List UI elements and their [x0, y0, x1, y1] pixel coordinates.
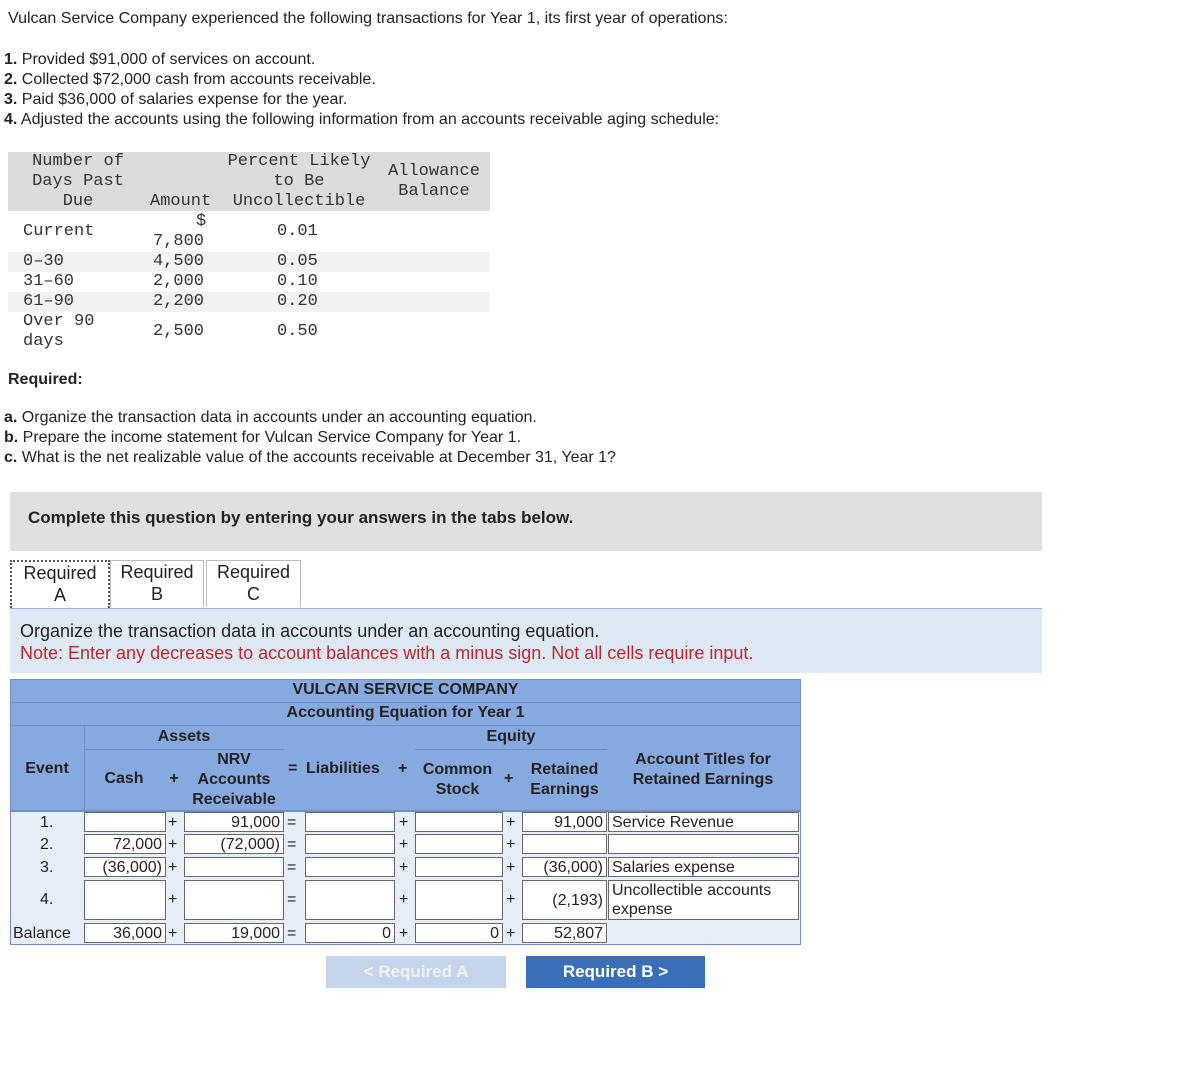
aging-row-label: 0–30	[23, 252, 64, 271]
prev-required-a-button[interactable]	[326, 956, 506, 988]
tab-label: A	[53, 585, 66, 605]
assets-header: Assets	[157, 728, 211, 745]
required-heading: Required:	[8, 371, 83, 388]
list-item: 3. Paid $36,000 of salaries expense for the year.	[4, 91, 348, 108]
equals-sign: =	[287, 925, 297, 942]
plus-sign: +	[168, 925, 178, 942]
table-company: VULCAN SERVICE COMPANY	[292, 681, 519, 698]
plus-sign: +	[399, 925, 409, 942]
plus-sign: +	[399, 891, 409, 908]
plus-sign: +	[168, 891, 178, 908]
common-stock-input[interactable]	[415, 812, 503, 832]
aging-row-pct: 0.50	[277, 322, 318, 341]
instruction-panel	[10, 608, 1042, 673]
common-stock-input[interactable]	[415, 834, 503, 854]
cash-input[interactable]: (36,000)	[84, 857, 166, 877]
common-stock-header: Common Stock	[422, 761, 493, 798]
common-stock-input[interactable]	[415, 857, 503, 877]
nrv-header: NRV Accounts Receivable	[192, 751, 276, 808]
aging-row-label: Current	[23, 222, 95, 241]
aging-days-header: Number of Days Past Due	[32, 152, 124, 211]
retained-earnings-input[interactable]: 91,000	[522, 812, 607, 832]
aging-row-amount: 2,500	[153, 322, 205, 341]
aging-percent-header: Percent Likely to Be Uncollectible	[227, 152, 371, 211]
aging-row-label: 31–60	[23, 272, 75, 291]
equals-sign: =	[287, 859, 297, 876]
nrv-input[interactable]	[184, 857, 284, 877]
retained-earnings-input[interactable]: (2,193)	[522, 880, 607, 920]
aging-amount-header: Amount	[150, 192, 212, 211]
aging-row-pct: 0.05	[277, 252, 318, 271]
liabilities-balance: 0	[305, 923, 395, 943]
retained-earnings-input[interactable]: (36,000)	[522, 857, 607, 877]
common-stock-balance: 0	[415, 923, 503, 943]
liabilities-input[interactable]	[305, 857, 395, 877]
plus-sign: +	[399, 859, 409, 876]
plus-sign: +	[168, 814, 178, 831]
required-list	[4, 408, 616, 468]
list-item: b. Prepare the income statement for Vulcan Service Company for Year 1.	[4, 429, 522, 446]
nrv-input[interactable]: (72,000)	[184, 834, 284, 854]
event-header: Event	[25, 760, 69, 777]
cash-header: Cash	[104, 770, 144, 787]
retained-earnings-header: Retained Earnings	[530, 761, 599, 798]
account-title-select[interactable]: Uncollectible accounts expense	[608, 880, 799, 920]
equals-sign: =	[287, 891, 297, 908]
aging-row-amount: 2,000	[153, 272, 205, 291]
button-label: Required A	[378, 962, 469, 981]
cash-balance: 36,000	[84, 923, 166, 943]
event-label: 1.	[40, 814, 54, 831]
accounting-equation-table	[10, 679, 801, 945]
equity-header: Equity	[486, 728, 536, 745]
next-required-b-button[interactable]	[526, 956, 705, 988]
liabilities-input[interactable]	[305, 834, 395, 854]
plus-sign: +	[168, 859, 178, 876]
plus-sign: +	[504, 770, 514, 787]
plus-sign: +	[399, 814, 409, 831]
banner-text: Complete this question by entering your answers in the tabs below.	[28, 508, 574, 527]
tab-required-b[interactable]	[110, 560, 204, 607]
transaction-list	[4, 50, 719, 130]
common-stock-input[interactable]	[415, 880, 503, 920]
nrv-balance: 19,000	[184, 923, 284, 943]
plus-sign: +	[506, 836, 516, 853]
event-label: 2.	[40, 836, 54, 853]
event-label: 4.	[40, 891, 54, 908]
instruction-text: Organize the transaction data in accounts under an accounting equation.	[20, 621, 600, 641]
account-title-select[interactable]: Salaries expense	[608, 857, 799, 877]
account-title-select[interactable]: Service Revenue	[608, 812, 799, 832]
list-item: a. Organize the transaction data in accounts under an accounting equation.	[4, 409, 537, 426]
nrv-input[interactable]	[184, 880, 284, 920]
dollar-sign: $	[196, 212, 207, 231]
instruction-banner	[10, 492, 1042, 551]
equals-sign: =	[287, 836, 297, 853]
tab-label: C	[247, 584, 260, 604]
equals-sign: =	[287, 814, 297, 831]
liabilities-input[interactable]	[305, 880, 395, 920]
tab-required-c[interactable]	[206, 560, 301, 607]
table-title: Accounting Equation for Year 1	[286, 704, 525, 721]
aging-row-pct: 0.20	[277, 292, 318, 311]
aging-row-label: 61–90	[23, 292, 75, 311]
tab-required-a[interactable]	[10, 560, 110, 608]
tab-label: Required	[216, 562, 291, 582]
tab-label: Required	[23, 563, 97, 583]
plus-sign: +	[168, 836, 178, 853]
event-label: 3.	[40, 859, 54, 876]
nrv-input[interactable]: 91,000	[184, 812, 284, 832]
account-titles-header: Account Titles for Retained Earnings	[632, 751, 774, 788]
cash-input[interactable]: 72,000	[84, 834, 166, 854]
aging-row-label: Over 90 days	[23, 312, 95, 351]
plus-sign: +	[506, 925, 516, 942]
aging-row-amount: 2,200	[153, 292, 205, 311]
aging-row-amount: 7,800	[153, 232, 205, 251]
chevron-left-icon: <	[363, 962, 374, 981]
note-text: Note: Enter any decreases to account balances with a minus sign. Not all cells require input.	[20, 643, 754, 663]
chevron-right-icon: >	[658, 962, 669, 981]
plus-sign: +	[399, 836, 409, 853]
equals-sign: =	[288, 760, 298, 777]
cash-input[interactable]	[84, 812, 166, 832]
liabilities-input[interactable]	[305, 812, 395, 832]
account-title-select[interactable]	[608, 834, 799, 854]
plus-sign: +	[506, 814, 516, 831]
aging-allowance-header: Allowance Balance	[388, 162, 480, 201]
plus-sign: +	[169, 770, 179, 787]
tab-label: B	[150, 584, 163, 604]
balance-label: Balance	[13, 925, 71, 942]
retained-earnings-input[interactable]	[522, 834, 607, 854]
aging-row-pct: 0.01	[277, 222, 318, 241]
list-item: 4. Adjusted the accounts using the following information from an accounts receivable aging schedule:	[4, 111, 720, 128]
button-label: Required B	[562, 962, 654, 981]
list-item: 2. Collected $72,000 cash from accounts receivable.	[4, 71, 376, 88]
cash-input[interactable]	[84, 880, 166, 920]
intro-text: Vulcan Service Company experienced the following transactions for Year 1, its first year of operations:	[8, 10, 728, 27]
aging-row-pct: 0.10	[277, 272, 318, 291]
list-item: 1. Provided $91,000 of services on account.	[4, 51, 316, 68]
plus-sign: +	[398, 760, 408, 777]
list-item: c. What is the net realizable value of the accounts receivable at December 31, Year 1?	[4, 449, 616, 466]
tab-label: Required	[120, 562, 194, 582]
plus-sign: +	[506, 891, 516, 908]
plus-sign: +	[506, 859, 516, 876]
retained-earnings-balance: 52,807	[522, 923, 607, 943]
liabilities-header: Liabilities	[306, 760, 380, 777]
aging-row-amount: 4,500	[153, 252, 205, 271]
